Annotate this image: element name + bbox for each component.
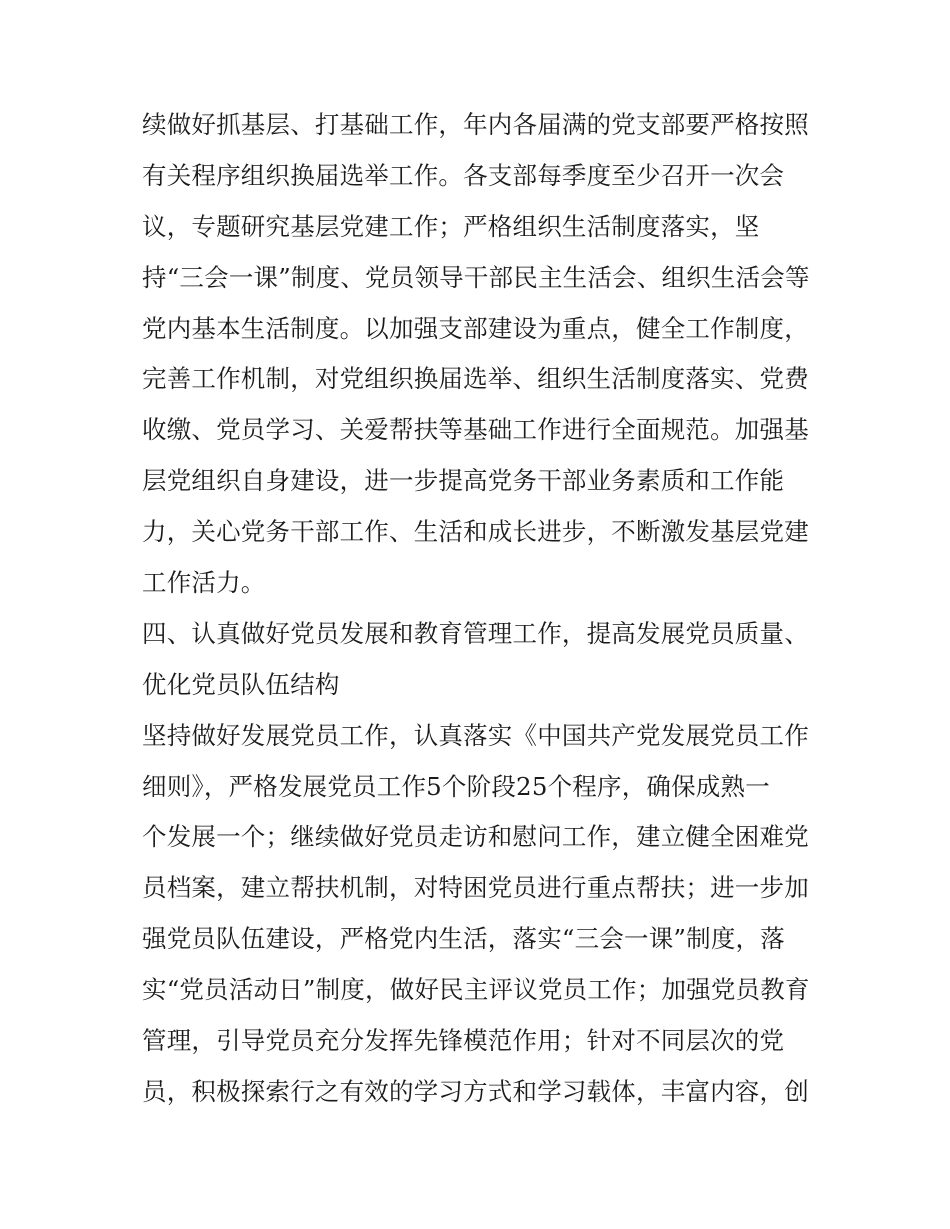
text-line: 持“三会一课”制度、党员领导干部民主生活会、组织生活会等 (142, 262, 810, 292)
text-line: 坚持做好发展党员工作，认真落实《中国共产党发展党员工作 (142, 720, 809, 750)
text-line: 有关程序组织换届选举工作。各支部每季度至少召开一次会 (142, 160, 785, 190)
text-line: 实“党员活动日”制度，做好民主评议党员工作；加强党员教育 (142, 975, 810, 1005)
text-line: 员，积极探索行之有效的学习方式和学习载体，丰富内容，创 (142, 1076, 809, 1106)
text-line: 工作活力。 (142, 568, 266, 598)
text-line: 议，专题研究基层党建工作；严格组织生活制度落实，坚 (142, 211, 760, 241)
text-line: 收缴、党员学习、关爱帮扶等基础工作进行全面规范。加强基 (142, 415, 809, 445)
text-line: 层党组织自身建设，进一步提高党务干部业务素质和工作能 (142, 466, 785, 496)
text-line: 强党员队伍建设，严格党内生活，落实“三会一课”制度，落 (142, 924, 785, 954)
text-line: 续做好抓基层、打基础工作，年内各届满的党支部要严格按照 (142, 110, 809, 139)
text-line: 完善工作机制，对党组织换届选举、组织生活制度落实、党费 (142, 364, 809, 394)
section-heading-line: 优化党员队伍结构 (142, 669, 340, 699)
body-text (142, 100, 822, 1118)
text-line: 细则》，严格发展党员工作5个阶段25个程序，确保成熟一 (142, 771, 770, 801)
text-line: 员档案，建立帮扶机制，对特困党员进行重点帮扶；进一步加 (142, 873, 809, 903)
text-line: 个发展一个；继续做好党员走访和慰问工作，建立健全困难党 (142, 822, 809, 852)
text-line: 力，关心党务干部工作、生活和成长进步，不断激发基层党建 (142, 517, 809, 547)
text-line: 管理，引导党员充分发挥先锋模范作用；针对不同层次的党 (142, 1026, 785, 1056)
text-line: 党内基本生活制度。以加强支部建设为重点，健全工作制度， (142, 313, 809, 343)
section-heading-line: 四、认真做好党员发展和教育管理工作，提高发展党员质量、 (142, 618, 809, 648)
